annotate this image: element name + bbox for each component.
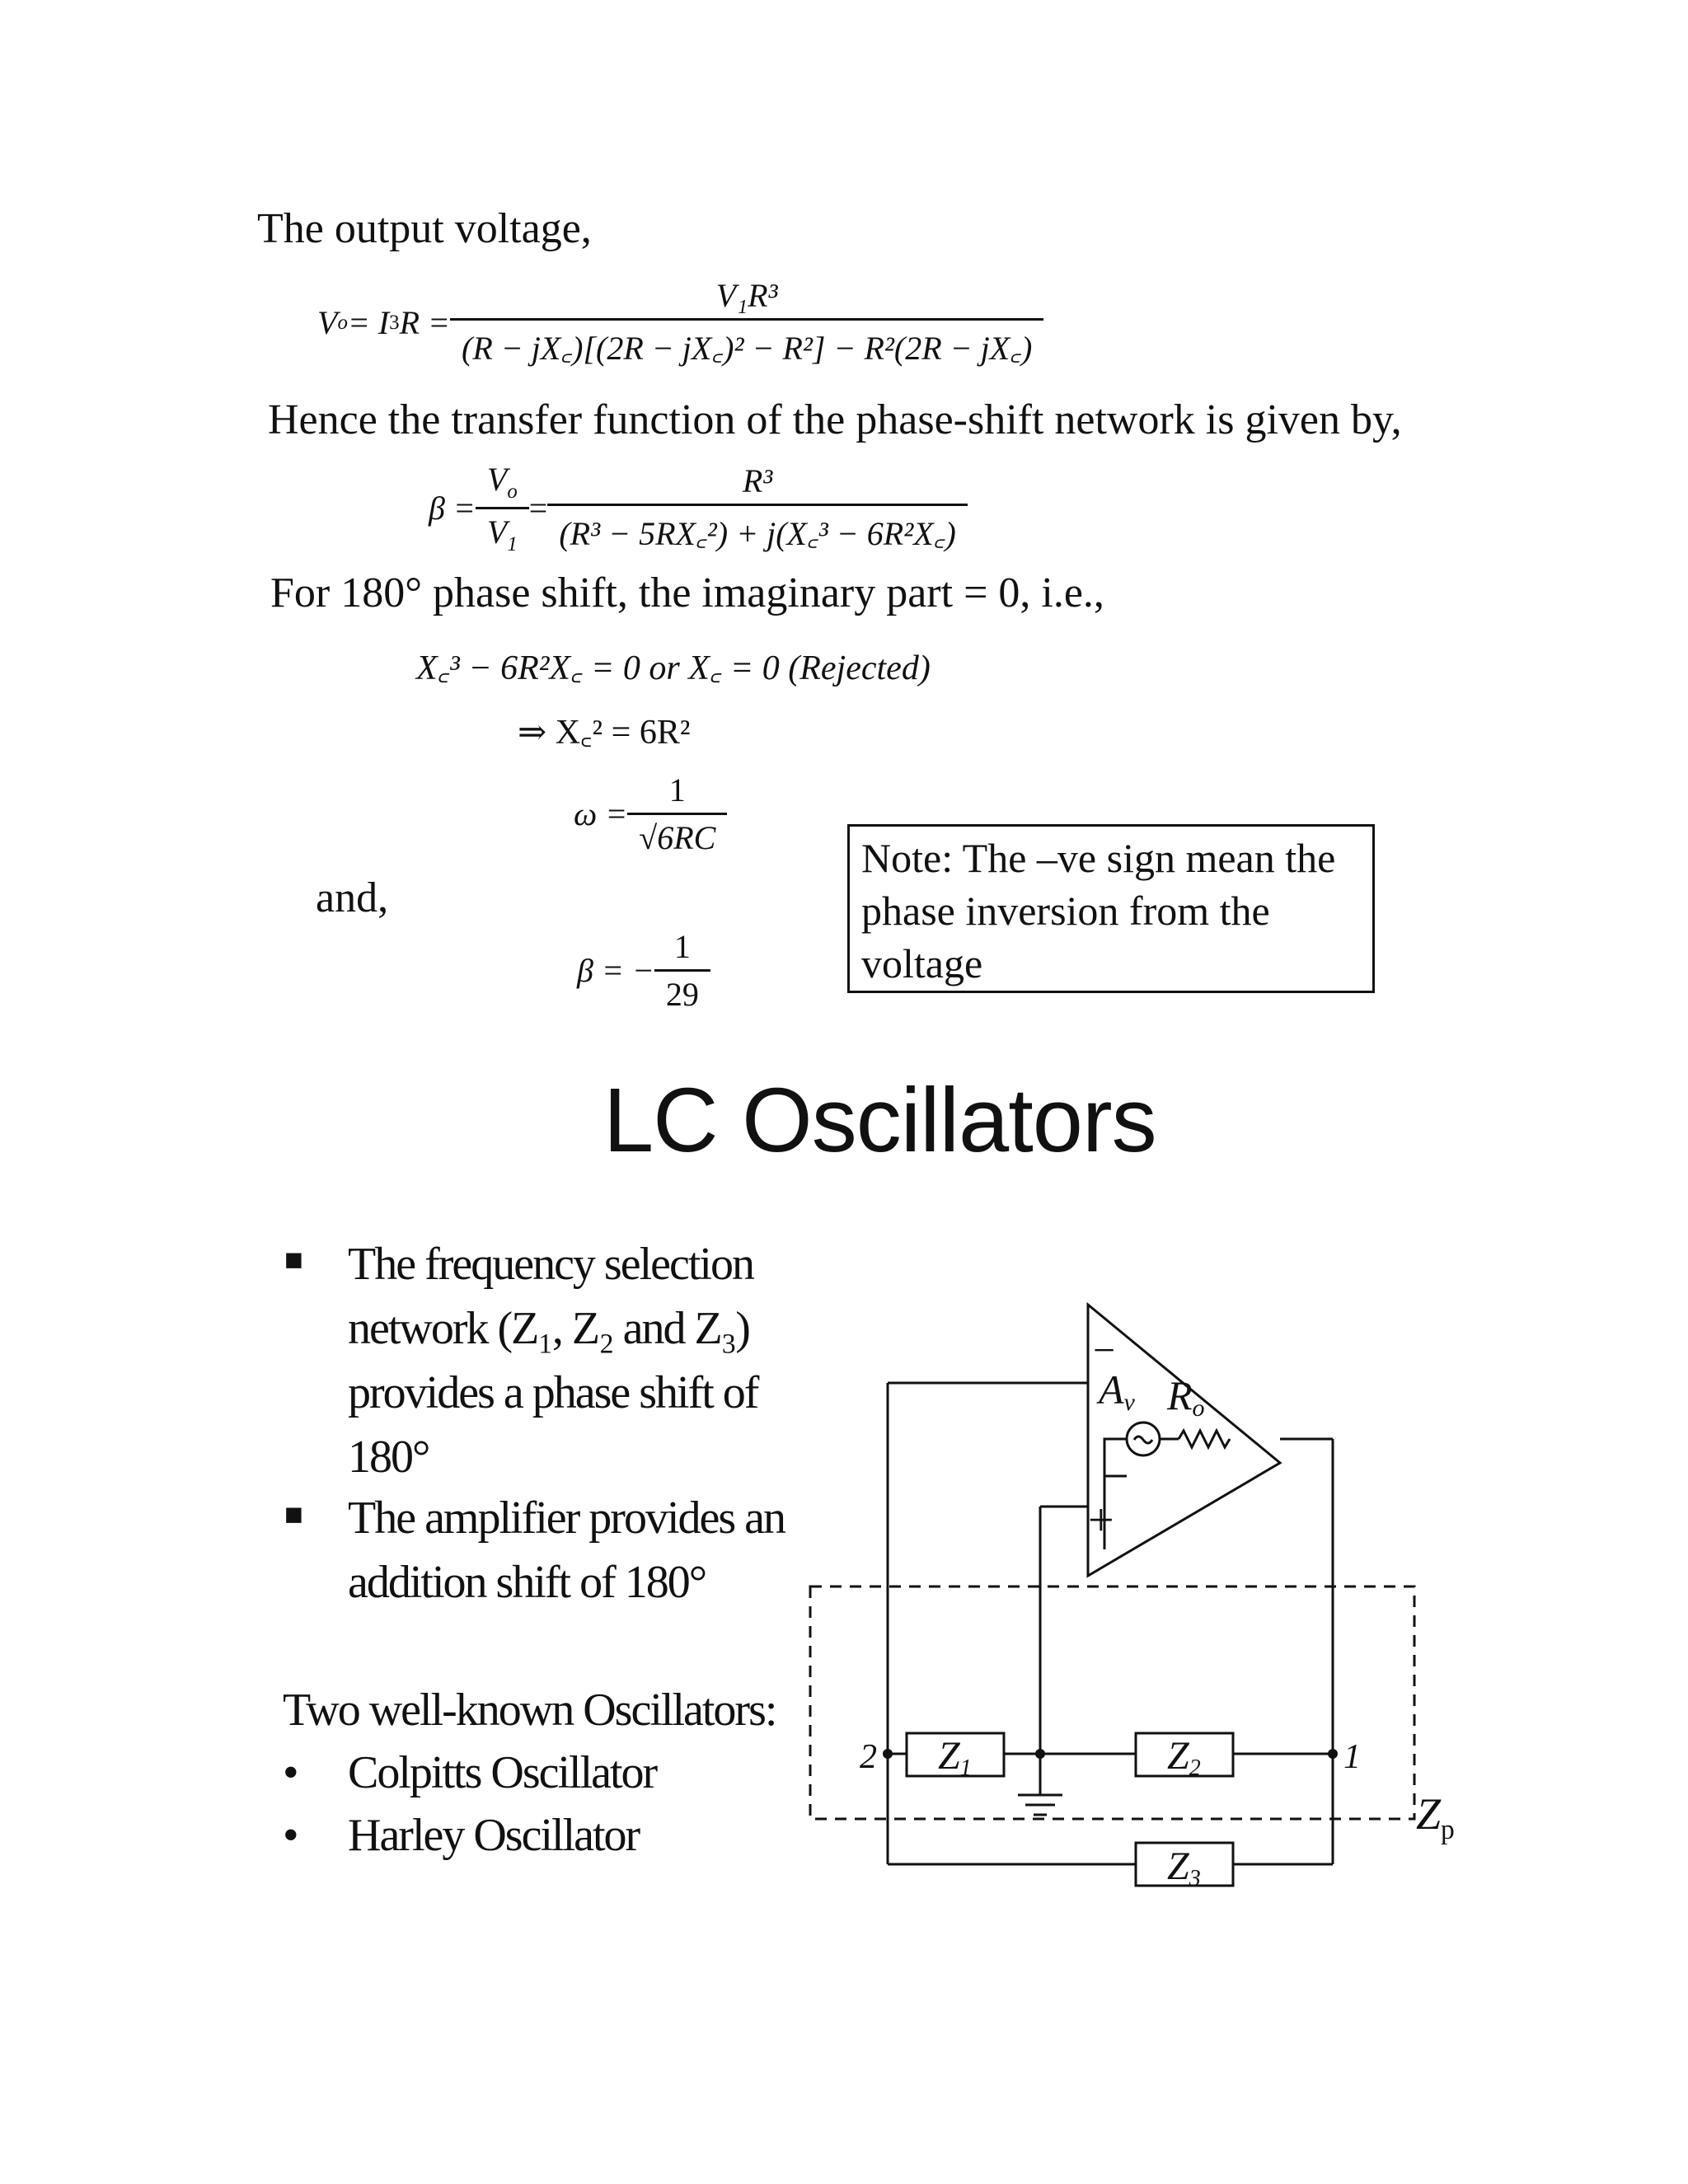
oscillator-item-harley: Harley Oscillator [348,1810,640,1861]
list-bullet: • [283,1810,298,1861]
omega-equation: ω = $\frac{1}{√6RC}$ [574,771,727,857]
z1-label: Z1 [938,1734,972,1781]
xc-equation: ⇒ X꜀² = 6R² [518,714,691,752]
amp-gain-label: Av [1099,1366,1135,1416]
node-1-label: 1 [1343,1738,1361,1776]
and-text: and, [316,874,389,921]
bullet-marker: ■ [284,1497,303,1532]
note-box [847,824,1375,993]
minus-sign: − [1093,1329,1116,1372]
node-2-dot [883,1749,893,1759]
ro-label: Ro [1167,1372,1205,1422]
bullet-item: The frequency selection network (Z₁, Z₂ and Z₃) provides a phase shift of 180° [348,1239,758,1483]
note-line-2: phase inversion from the [861,888,1270,934]
vo-equation: V o = I 3 R = $\frac{\text{V₁R³}}{\text{(R − jX꜀)[(2R − jX꜀)² − R²] − R²(2R − jX꜀)}}$ [317,276,1043,369]
note-line-3: voltage [861,940,983,987]
list-bullet: • [283,1747,298,1798]
plus-sign: + [1088,1495,1114,1546]
vo-denominator: (R − jX꜀)[(2R − jX꜀)² − R²] − R²(2R − jX꜀) [450,318,1043,369]
vo-fraction [450,276,1043,369]
node-2-label: 2 [860,1738,877,1776]
beta-final-fraction: $\frac{1}{29}$ [654,927,710,1014]
zp-label: $Z_p$ [1416,1789,1455,1845]
oscillator-item-colpitts: Colpitts Oscillator [348,1747,657,1798]
vo-numerator: V₁R³ [715,277,778,314]
ground-node-dot [1035,1749,1045,1759]
imaginary-part-equation: X꜀³ − 6R²X꜀ = 0 or X꜀ = 0 (Rejected) [416,649,931,687]
beta-equation: β = $\frac{V_o}{V_1}$ = $\frac{\text{R³}}{\text{(R³ − 5RX꜀²) + j(X꜀³ − 6R²X꜀)}}$ [429,460,968,556]
note-line-1: Note: The –ve sign mean the [861,835,1336,881]
z2-label: Z2 [1167,1734,1201,1781]
oscillators-heading: Two well-known Oscillators: [283,1685,776,1736]
intro-text: The output voltage, [257,205,592,252]
beta-final-equation: β = − $\frac{1}{29}$ [577,927,710,1014]
beta-ratio: $\frac{V_o}{V_1}$ [476,460,529,556]
bullet-item: The amplifier provides an addition shift of 180° [348,1493,785,1608]
z3-label: Z3 [1167,1844,1201,1891]
transfer-function-text: Hence the transfer function of the phase-shift network is given by, [268,396,1402,443]
beta-fraction: $\frac{\text{R³}}{\text{(R³ − 5RX꜀²) + j(X꜀³ − 6R²X꜀)}}$ [547,462,967,555]
section-title: LC Oscillators [603,1070,1156,1171]
phase-shift-text: For 180° phase shift, the imaginary part = 0, i.e., [270,569,1104,616]
node-1-dot [1328,1749,1338,1759]
bullet-marker: ■ [284,1243,303,1277]
zp-dashed-box [810,1586,1414,1819]
omega-fraction: $\frac{1}{√6RC}$ [627,771,727,857]
circuit-diagram [791,1286,1475,1891]
